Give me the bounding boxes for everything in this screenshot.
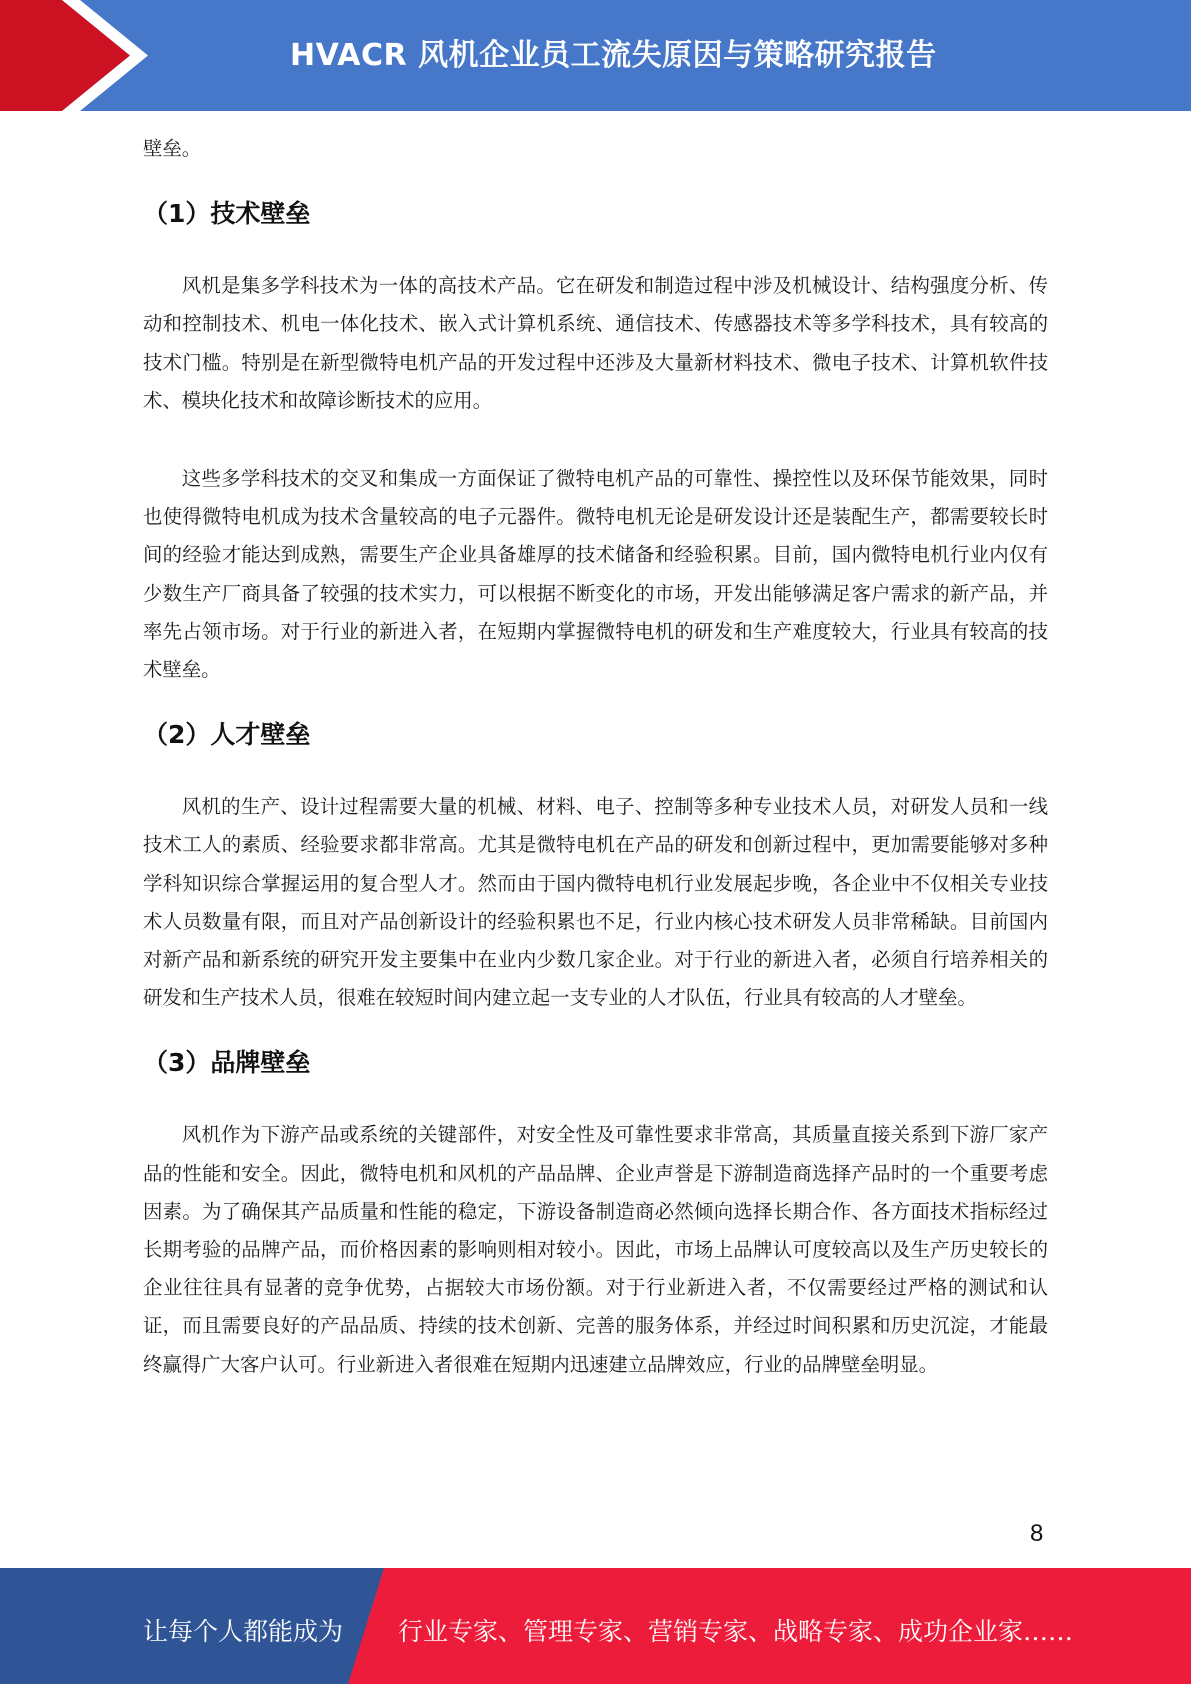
section-heading-technology: （1）技术壁垒 <box>143 199 311 229</box>
section-heading-brand: （3）品牌壁垒 <box>143 1048 311 1078</box>
paragraph: 这些多学科技术的交叉和集成一方面保证了微特电机产品的可靠性、操控性以及环保节能效果，同时也使得微特电机成为技术含量较高的电子元器件。微特电机无论是研发设计还是装配生产，都需要较长时间的经验才能达到成熟，需要生产企业具备雄厚的技术储备和经验积累。目前，国内微特电机行业内仅有少数生产厂商具备了较强的技术实力，可以根据不断变化的市场，开发出能够满足客户需求的新产品，并率先占领市场。对于行业的新进入者，在短期内掌握微特电机的研发和生产难度较大，行业具有较高的技术壁垒。 <box>143 467 1048 682</box>
section-heading-talent: （2）人才壁垒 <box>143 720 311 750</box>
paragraph: 风机的生产、设计过程需要大量的机械、材料、电子、控制等多种专业技术人员，对研发人员和一线技术工人的素质、经验要求都非常高。尤其是微特电机在产品的研发和创新过程中，更加需要能够对多种学科知识综合掌握运用的复合型人才。然而由于国内微特电机行业发展起步晚，各企业中不仅相关专业技术人员数量有限，而且对产品创新设计的经验积累也不足，行业内核心技术研发人员非常稀缺。目前国内对新产品和新系统的研究开发主要集中在业内少数几家企业。对于行业的新进入者，必须自行培养相关的研发和生产技术人员，很难在较短时间内建立起一支专业的人才队伍，行业具有较高的人才壁垒。 <box>143 795 1048 1010</box>
paragraph: 风机作为下游产品或系统的关键部件，对安全性及可靠性要求非常高，其质量直接关系到下游厂家产品的性能和安全。因此，微特电机和风机的产品品牌、企业声誉是下游制造商选择产品时的一个重要考虑因素。为了确保其产品质量和性能的稳定，下游设备制造商必然倾向选择长期合作、各方面技术指标经过长期考验的品牌产品，而价格因素的影响则相对较小。因此，市场上品牌认可度较高以及生产历史较长的企业往往具有显著的竞争优势，占据较大市场份额。对于行业新进入者，不仅需要经过严格的测试和认证，而且需要良好的产品品质、持续的技术创新、完善的服务体系，并经过时间积累和历史沉淀，才能最终赢得广大客户认可。行业新进入者很难在短期内迅速建立品牌效应，行业的品牌壁垒明显。 <box>143 1123 1048 1376</box>
page-number: 8 <box>1030 1520 1044 1547</box>
page-footer <box>0 1568 1191 1684</box>
document-body <box>143 130 1048 1384</box>
footer-tagline: 行业专家、管理专家、营销专家、战略专家、成功企业家…… <box>398 1617 1074 1646</box>
report-title: HVACR 风机企业员工流失原因与策略研究报告 <box>290 38 937 73</box>
footer-slogan: 让每个人都能成为 <box>143 1617 344 1646</box>
lead-text: 壁垒。 <box>143 137 202 160</box>
paragraph: 风机是集多学科技术为一体的高技术产品。它在研发和制造过程中涉及机械设计、结构强度分析、传动和控制技术、机电一体化技术、嵌入式计算机系统、通信技术、传感器技术等多学科技术，具有较高的技术门槛。特别是在新型微特电机产品的开发过程中还涉及大量新材料技术、微电子技术、计算机软件技术、模块化技术和故障诊断技术的应用。 <box>143 274 1048 412</box>
page-header <box>0 0 1191 111</box>
